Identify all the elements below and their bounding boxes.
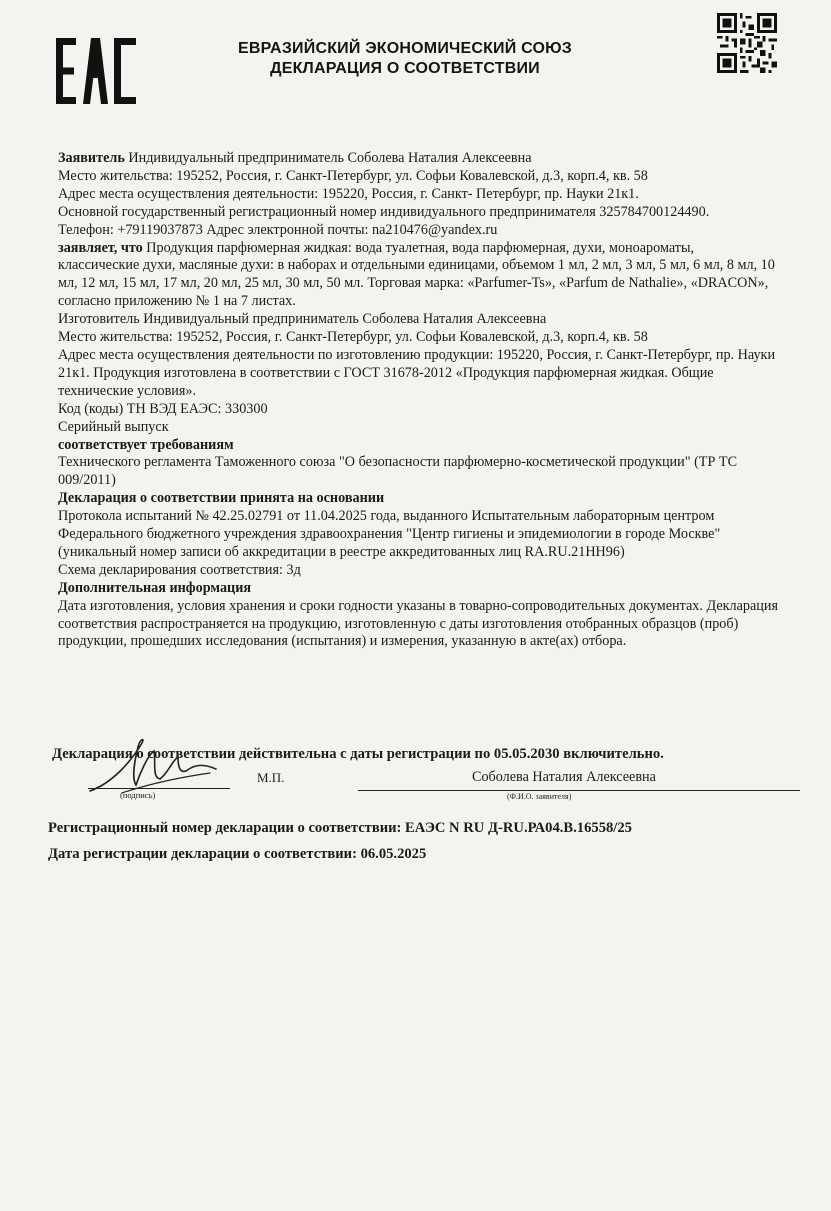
union-name: ЕВРАЗИЙСКИЙ ЭКОНОМИЧЕСКИЙ СОЮЗ (237, 40, 573, 57)
compliance-text: Технического регламента Таможенного союза "О безопасности парфюмерно-косметической продукции" (ТР ТС 009/2011) (58, 454, 738, 489)
signer-name: Соболева Наталия Алексеевна (472, 769, 656, 785)
declaration-body (58, 150, 778, 651)
header-title (180, 39, 630, 79)
validity-statement: Декларация о соответствии действительна с даты регистрации по 05.05.2030 включительно. (52, 746, 664, 762)
document-title: ДЕКЛАРАЦИЯ О СООТВЕТСТВИИ (270, 60, 540, 77)
basis-text: Протокола испытаний № 42.25.02791 от 11.04.2025 года, выданного Испытательным лабораторным центром Федерального бюджетного учреждения здравоохранения "Центр гигиены и эпидемиологии в городе Москве" (уникальный номер записи об аккредитации в реестре аккредитованных лиц RA.RU.21НН96) (58, 508, 721, 560)
declares-paragraph (58, 240, 778, 312)
eac-logo (56, 38, 136, 104)
applicant-line (58, 150, 778, 168)
signature-caption: (подпись) (120, 790, 156, 800)
manufacturer-residence: Место жительства: 195252, Россия, г. Санкт-Петербург, ул. Софьи Ковалевской, д.3, корп.4, кв. 58 (58, 329, 648, 346)
applicant-residence: Место жительства: 195252, Россия, г. Санкт-Петербург, ул. Софьи Ковалевской, д.3, корп.4, кв. 58 (58, 167, 648, 184)
applicant-activity-address: Адрес места осуществления деятельности: 195220, Россия, г. Санкт- Петербург, пр. Науки 21к1. (58, 185, 639, 202)
additional-info-text: Дата изготовления, условия хранения и сроки годности указаны в товарно-сопроводительных документах. Декларация соответствия распространяется на продукцию, изготовленную с даты изготовления отобранных образцов (проб) продукции, прошедших исследования (испытания) и измерения, указанную в акте(ах) отбора. (58, 597, 778, 650)
additional-info-label: Дополнительная информация (58, 579, 252, 596)
applicant-contacts: Телефон: +79119037873 Адрес электронной почты: na210476@yandex.ru (58, 221, 498, 238)
applicant-label: Заявитель (58, 150, 125, 166)
qr-code-icon (715, 13, 779, 73)
compliance-label: соответствует требованиям (58, 436, 234, 453)
applicant-name: Индивидуальный предприниматель Соболева Наталия Алексеевна (124, 150, 532, 166)
signer-name-caption: (Ф.И.О. заявителя) (507, 792, 572, 801)
basis-label: Декларация о соответствии принята на основании (58, 490, 385, 507)
registration-date: Дата регистрации декларации о соответствии: 06.05.2025 (48, 846, 427, 862)
signer-name-line (358, 790, 800, 791)
stamp-label: М.П. (257, 770, 285, 785)
applicant-ogrnip: Основной государственный регистрационный номер индивидуального предпринимателя 325784700124490. (58, 203, 710, 220)
release-type: Серийный выпуск (58, 418, 169, 435)
handwritten-signature (82, 733, 222, 795)
manufacturer-name: Изготовитель Индивидуальный предприниматель Соболева Наталия Алексеевна (58, 311, 547, 328)
tn-ved-code: Код (коды) ТН ВЭД ЕАЭС: 330300 (58, 400, 268, 417)
registration-number: Регистрационный номер декларации о соответствии: ЕАЭС N RU Д-RU.РА04.В.16558/25 (48, 820, 632, 836)
declares-label: заявляет, что (58, 239, 143, 256)
product-description: Продукция парфюмерная жидкая: вода туалетная, вода парфюмерная, духи, моноароматы, классические духи, масляные духи: в наборах и отдельными единицами, объемом 1 мл, 2 мл, 3 мл, 5 мл, 6 мл, 8 мл, 10 мл, 12 мл, 15 мл, 17 мл, 20 мл, 25 мл, 30 мл, 50 мл. Торговая марка: «Parfumer-Ts», «Parfum de Nathalie», «DRACON», согласно приложению № 1 на 7 листах. (58, 239, 775, 310)
manufacturer-production-address: Адрес места осуществления деятельности по изготовлению продукции: 195220, Россия, г. Санкт-Петербург, пр. Науки 21к1. Продукция изготовлена в соответствии с ГОСТ 31678-2012 «Продукция парфюмерная жидкая. Общие технические условия». (58, 346, 776, 399)
declaration-scheme: Схема декларирования соответствия: 3д (58, 561, 301, 578)
